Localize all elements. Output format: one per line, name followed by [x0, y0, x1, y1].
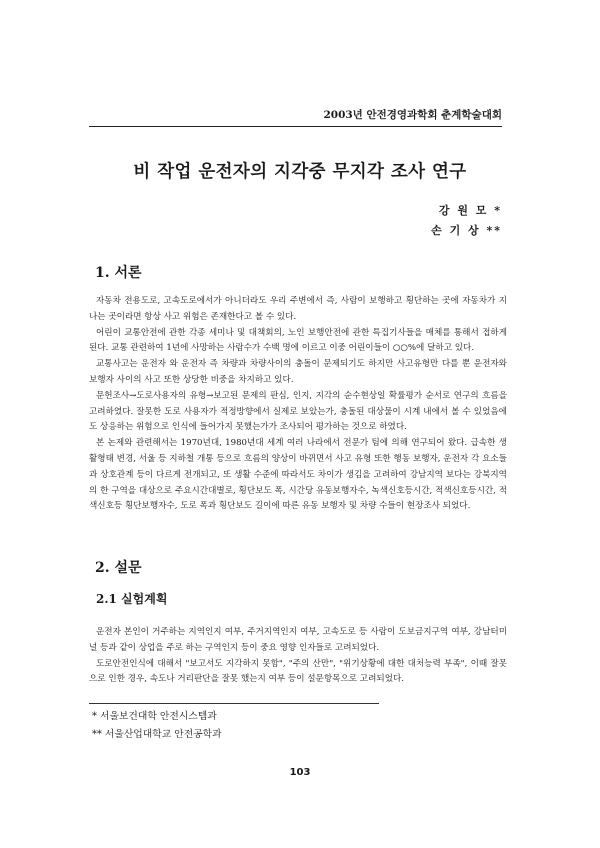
paragraph: 자동차 전용도로, 고속도로에서가 아니더라도 우리 주변에서 즉, 사람이 보행하고 횡단하는 곳에 자동차가 지나는 곳이라면 항상 사고 위험은 존재한다고 볼 수 있다. [89, 296, 507, 322]
paragraph: 도로안전인식에 대해서 "보고서도 지각하지 못함", "주의 산만", "위기상황에 대한 대처능력 부족", 이때 잘못으로 인한 경우, 속도나 거리판단을 잘못 했는지 여부 등이 설문항목으로 고려되었다. [89, 658, 507, 685]
paragraph: 교통사고는 운전자 와 운전자 즉 차량과 차량사이의 충돌이 문제되기도 하지만 사고유형만 다를 뿐 운전자와 보행자 사이의 사고 또한 상당한 비중을 차지하고 있다. [89, 359, 507, 385]
paper-title: 비 작업 운전자의 지각중 무지각 조사 연구 [133, 162, 467, 182]
section-2-1-heading: 2.1 실험계획 [96, 592, 168, 606]
header-rule [89, 126, 502, 127]
page-number: 103 [289, 767, 311, 778]
section-2-body [89, 625, 507, 688]
footnote-rule [89, 703, 379, 704]
paragraph: 어린이 교통안전에 관한 각종 세미나 및 대책회의, 노인 보행안전에 관한 특집기사들을 매체를 통해서 접하게 된다. 교통 관련하여 1년에 사망하는 사람수가 수백 명에 이르고 이중 어린이들이 ○○%에 달하고 있다. [89, 327, 507, 354]
author-2: 손 기 상 ** [431, 224, 502, 237]
section-2-heading: 2. 설문 [95, 560, 142, 576]
conference-header: 2003년 안전경영과학회 춘계학술대회 [323, 109, 502, 121]
section-1-body [89, 294, 507, 515]
paragraph: 본 논제와 관련해서는 1970년대, 1980년대 세계 여러 나라에서 전문가 팀에 의해 연구되어 왔다. 급속한 생활형태 변경, 서울 등 지하철 개통 등으로 흐름의 양상이 바뀌면서 사고 유형 또한 행동 보행자, 운전자 각 요소들과 상호관계 등이 다르게 전개되고, 또 생활 수준에 따라서도 차이가 생김을 고려하여 강남지역 보다는 강북지역의 한 구역을 대상으로 주요시간대별로, 횡단보도 폭, 시간당 유동보행자수, 녹색신호등시간, 적색신호등시간, 적색신호등 횡단보행자수, 도로 폭과 횡단보도 길이에 따른 유동 보행자 및 차량 수들이 현장조사 되었다. [89, 438, 507, 512]
author-1: 강 원 모 * [438, 204, 502, 217]
footnote-1: * 서울보건대학 안전시스템과 [92, 711, 217, 722]
paragraph: 운전자 본인이 거주하는 지역인지 여부, 주거지역인지 여부, 고속도로 등 사람이 도보금지구역 여부, 강남터미널 등과 같이 상업을 주로 하는 구역인지 등이 중요 영향 인자들로 고려되었다. [89, 627, 507, 653]
footnote-2: ** 서울산업대학교 안전공학과 [92, 729, 222, 740]
paragraph: 문헌조사→도로사용자의 유형→보고된 문제의 판심, 인지, 지각의 순수현상일 확률평가 순서로 연구의 흐름을 고려하였다. 잘못한 도로 사용자가 적정방향에서 실제로 보았는가, 충돌된 대상물이 시계 내에서 볼 수 있었음에도 상응하는 위험으로 인식에 들어가지 못했는가가 조사되어 평가하는 것으로 하였다. [89, 390, 507, 433]
section-1-heading: 1. 서론 [95, 265, 142, 281]
